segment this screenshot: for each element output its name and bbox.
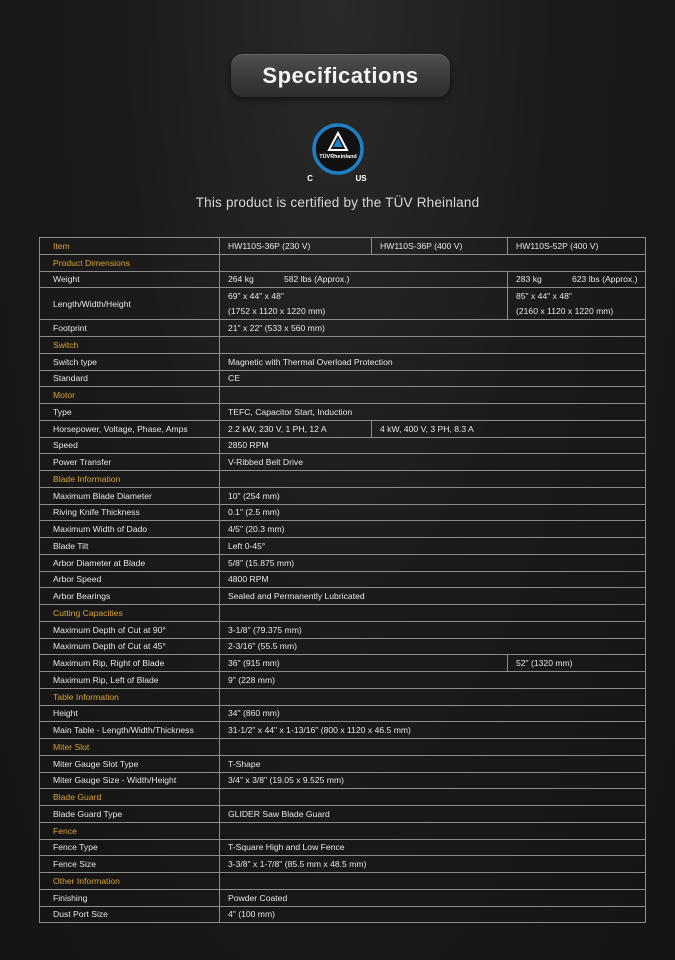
- table-row: [40, 370, 646, 387]
- row-value: 34" (860 mm): [220, 705, 646, 722]
- row-label: Fence Type: [40, 839, 220, 856]
- model-230v-header: HW110S-36P (230 V): [220, 238, 372, 255]
- row-label: Maximum Rip, Right of Blade: [40, 655, 220, 672]
- lwh-52p-mm: (2160 x 1120 x 1220 mm): [516, 305, 614, 316]
- row-label: Weight: [40, 271, 220, 288]
- row-value: 4" (100 mm): [220, 906, 646, 923]
- row-value: 0.1" (2.5 mm): [220, 504, 646, 521]
- table-row: [40, 288, 646, 320]
- section-motor: Motor: [40, 387, 220, 404]
- row-label: Arbor Diameter at Blade: [40, 554, 220, 571]
- table-row: [40, 672, 646, 689]
- row-label: Maximum Width of Dado: [40, 521, 220, 538]
- row-value: Left 0-45°: [220, 538, 646, 555]
- row-value: 2-3/16" (55.5 mm): [220, 638, 646, 655]
- row-label: Type: [40, 404, 220, 421]
- row-label: Maximum Depth of Cut at 45°: [40, 638, 220, 655]
- section-row: [40, 739, 646, 756]
- section-switch: Switch: [40, 337, 220, 354]
- table-row: [40, 504, 646, 521]
- section-blade-information: Blade Information: [40, 471, 220, 488]
- table-row: [40, 571, 646, 588]
- section-row: [40, 873, 646, 890]
- specifications-table: [39, 237, 646, 923]
- row-label: Fence Size: [40, 856, 220, 873]
- weight-kg: 264 kg: [228, 274, 254, 285]
- row-value: T-Square High and Low Fence: [220, 839, 646, 856]
- section-fence: Fence: [40, 822, 220, 839]
- table-row: [40, 588, 646, 605]
- row-value: 36" (915 mm): [220, 655, 508, 672]
- row-label: Dust Port Size: [40, 906, 220, 923]
- row-value: 10" (254 mm): [220, 487, 646, 504]
- row-label: Standard: [40, 370, 220, 387]
- table-row: [40, 705, 646, 722]
- table-row: [40, 454, 646, 471]
- row-label: Height: [40, 705, 220, 722]
- section-row: [40, 789, 646, 806]
- table-row: [40, 755, 646, 772]
- table-row: [40, 856, 646, 873]
- row-label: Maximum Rip, Left of Blade: [40, 672, 220, 689]
- table-row: [40, 353, 646, 370]
- row-value: 4/5" (20.3 mm): [220, 521, 646, 538]
- row-label: Length/Width/Height: [40, 288, 220, 320]
- row-label: Power Transfer: [40, 454, 220, 471]
- table-row: [40, 906, 646, 923]
- row-value: 2.2 kW, 230 V, 1 PH, 12 A: [220, 420, 372, 437]
- row-label: Blade Guard Type: [40, 806, 220, 823]
- row-value: V-Ribbed Belt Drive: [220, 454, 646, 471]
- row-label: Maximum Blade Diameter: [40, 487, 220, 504]
- section-row: [40, 471, 646, 488]
- row-value: 2850 RPM: [220, 437, 646, 454]
- model-52p-header: HW110S-52P (400 V): [508, 238, 646, 255]
- section-cutting-capacities: Cutting Capacities: [40, 605, 220, 622]
- row-label: Horsepower, Voltage, Phase, Amps: [40, 420, 220, 437]
- certification-text: This product is certified by the TÜV Rheinland: [195, 195, 480, 210]
- row-value: 21" x 22" (533 x 560 mm): [220, 320, 646, 337]
- row-value: T-Shape: [220, 755, 646, 772]
- row-value: CE: [220, 370, 646, 387]
- section-row: [40, 254, 646, 271]
- row-value: 9" (228 mm): [220, 672, 646, 689]
- section-table-information: Table Information: [40, 688, 220, 705]
- row-value: 52" (1320 mm): [508, 655, 646, 672]
- section-row: [40, 688, 646, 705]
- row-value: 3-1/8" (79.375 mm): [220, 621, 646, 638]
- weight-52p-lbs: 623 lbs (Approx.): [572, 274, 638, 285]
- section-product-dimensions: Product Dimensions: [40, 254, 220, 271]
- table-row: [40, 538, 646, 555]
- logo-c-mark: C: [307, 174, 313, 183]
- table-row: [40, 839, 646, 856]
- row-value: 3/4" x 3/8" (19.05 x 9.525 mm): [220, 772, 646, 789]
- row-label: Switch type: [40, 353, 220, 370]
- logo-brand-text: TÜVRheinland: [319, 154, 357, 160]
- table-row: [40, 521, 646, 538]
- section-row: [40, 822, 646, 839]
- row-label: Maximum Depth of Cut at 90°: [40, 621, 220, 638]
- table-row: [40, 271, 646, 288]
- row-label: Arbor Bearings: [40, 588, 220, 605]
- row-label: Miter Gauge Size - Width/Height: [40, 772, 220, 789]
- logo-us-mark: US: [355, 174, 367, 183]
- row-value: 5/8" (15.875 mm): [220, 554, 646, 571]
- row-value: Sealed and Permanently Lubricated: [220, 588, 646, 605]
- row-value: 31-1/2" x 44" x 1-13/16" (800 x 1120 x 46.5 mm): [220, 722, 646, 739]
- row-label: Riving Knife Thickness: [40, 504, 220, 521]
- table-row: [40, 487, 646, 504]
- lwh-52p-inches: 85" x 44" x 48": [516, 290, 572, 301]
- page-title: Specifications: [231, 54, 450, 97]
- row-value: Magnetic with Thermal Overload Protection: [220, 353, 646, 370]
- table-row: [40, 638, 646, 655]
- row-value: GLIDER Saw Blade Guard: [220, 806, 646, 823]
- table-row: [40, 437, 646, 454]
- section-row: [40, 387, 646, 404]
- row-label: Finishing: [40, 889, 220, 906]
- table-row: [40, 320, 646, 337]
- table-row: [40, 554, 646, 571]
- table-row: [40, 621, 646, 638]
- row-label: Miter Gauge Slot Type: [40, 755, 220, 772]
- table-row: [40, 404, 646, 421]
- row-value: TEFC, Capacitor Start, Induction: [220, 404, 646, 421]
- row-value: 4 kW, 400 V, 3 PH, 8.3 A: [372, 420, 646, 437]
- row-value: 3-3/8" x 1-7/8" (85.5 mm x 48.5 mm): [220, 856, 646, 873]
- row-value: Powder Coated: [220, 889, 646, 906]
- row-value: 4800 RPM: [220, 571, 646, 588]
- section-row: [40, 337, 646, 354]
- lwh-inches: 69" x 44" x 48": [228, 290, 284, 301]
- row-label: Blade Tilt: [40, 538, 220, 555]
- table-row: [40, 722, 646, 739]
- lwh-mm: (1752 x 1120 x 1220 mm): [228, 305, 326, 316]
- table-row: [40, 420, 646, 437]
- weight-lbs: 582 lbs (Approx.): [284, 274, 350, 285]
- row-label: Footprint: [40, 320, 220, 337]
- table-row: [40, 655, 646, 672]
- table-row: [40, 772, 646, 789]
- tuv-rheinland-logo: [300, 122, 376, 184]
- row-label: Arbor Speed: [40, 571, 220, 588]
- section-row: [40, 605, 646, 622]
- table-row: [40, 889, 646, 906]
- row-label: Speed: [40, 437, 220, 454]
- section-blade-guard: Blade Guard: [40, 789, 220, 806]
- weight-52p-kg: 283 kg: [516, 274, 542, 285]
- section-other-information: Other Information: [40, 873, 220, 890]
- model-400v-header: HW110S-36P (400 V): [372, 238, 508, 255]
- row-label: Main Table - Length/Width/Thickness: [40, 722, 220, 739]
- section-miter-slot: Miter Slot: [40, 739, 220, 756]
- item-header: Item: [40, 238, 220, 255]
- table-row: [40, 806, 646, 823]
- table-header-row: [40, 238, 646, 255]
